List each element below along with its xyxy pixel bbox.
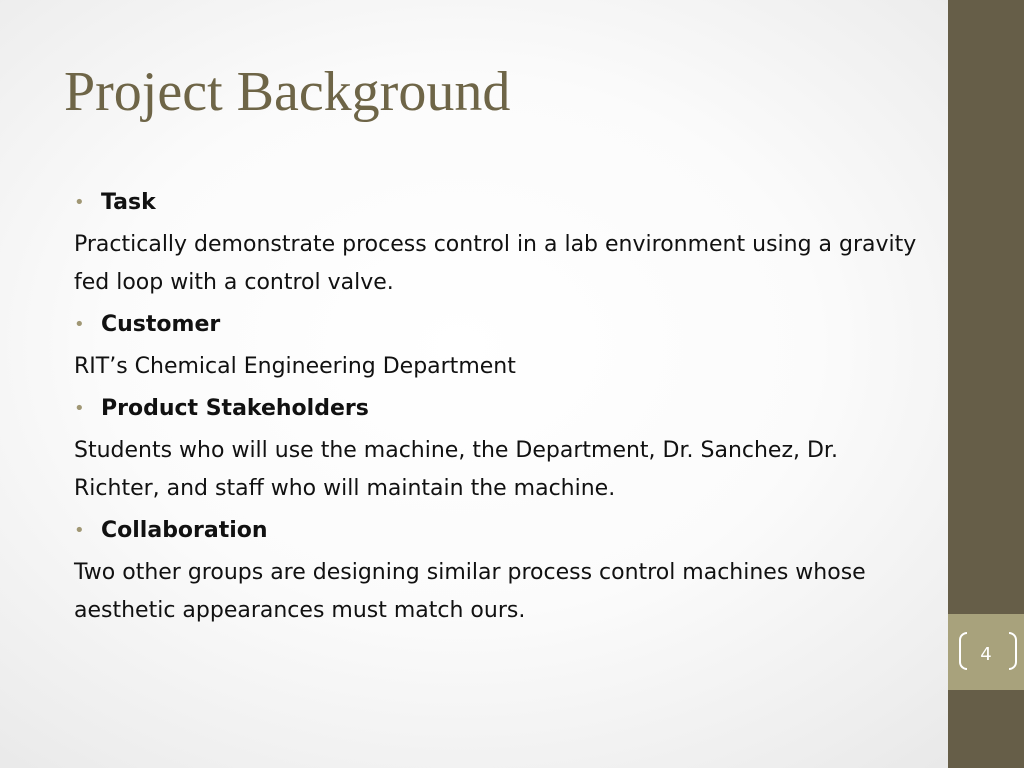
- section-heading-label: Collaboration: [101, 518, 268, 543]
- section-text-stakeholders: Students who will use the machine, the Department, Dr. Sanchez, Dr. Richter, and staff who will maintain the machine.: [74, 438, 838, 501]
- section-heading-label: Customer: [101, 312, 221, 337]
- section-heading-stakeholders: [74, 392, 924, 426]
- slide-title: Project Background: [64, 61, 511, 123]
- page-number-box: [948, 614, 1024, 690]
- section-text-customer: RIT’s Chemical Engineering Department: [74, 354, 516, 379]
- bullet-icon: •: [74, 192, 85, 213]
- section-text-task: Practically demonstrate process control in a lab environment using a gravity fed loop with a control valve.: [74, 232, 917, 295]
- section-heading-customer: [74, 308, 924, 342]
- section-heading-label: Task: [101, 190, 156, 215]
- page-number: 4: [980, 644, 992, 665]
- bullet-icon: •: [74, 314, 85, 335]
- section-heading-label: Product Stakeholders: [101, 396, 369, 421]
- bullet-icon: •: [74, 398, 85, 419]
- section-heading-task: [74, 186, 924, 220]
- slide-content: [74, 186, 924, 636]
- section-text-collaboration: Two other groups are designing similar process control machines whose aesthetic appearances must match ours.: [74, 560, 866, 623]
- section-heading-collaboration: [74, 514, 924, 548]
- bullet-icon: •: [74, 520, 85, 541]
